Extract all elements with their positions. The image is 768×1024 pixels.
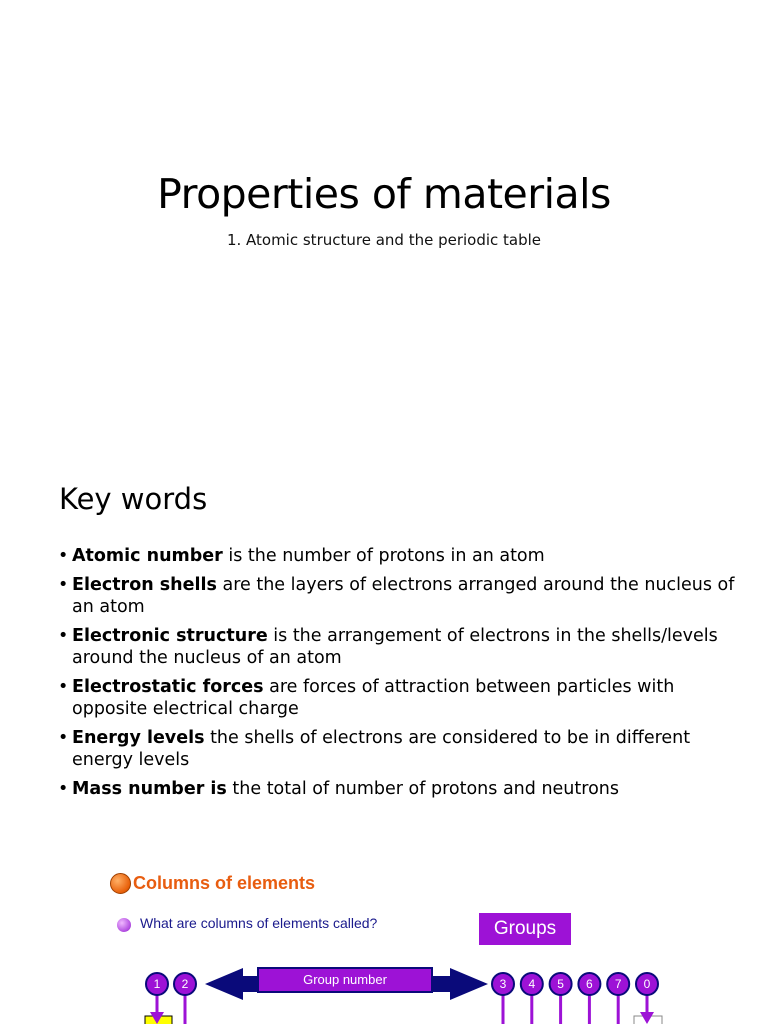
list-item [58, 778, 748, 800]
list-item [58, 676, 748, 720]
group-number-label: Group number [303, 972, 387, 987]
term: Electrostatic forces [72, 677, 264, 697]
group-circle-label: 0 [643, 977, 651, 991]
group-circle-label: 4 [528, 977, 536, 991]
group-circle-label: 1 [153, 977, 161, 991]
left-arrow-shaft [241, 976, 258, 992]
term: Energy levels [72, 728, 205, 748]
key-words-slide [0, 440, 768, 840]
right-group-circles [492, 973, 658, 995]
bullet-icon: • [58, 546, 69, 566]
slide-title: Properties of materials [157, 170, 611, 218]
bullet-icon: • [58, 779, 69, 799]
list-item [58, 625, 748, 669]
group-circle-label: 5 [557, 977, 564, 991]
title-slide [0, 0, 768, 440]
definition: is the arrangement of electrons in the shells/levels around the nucleus of an atom [72, 626, 718, 668]
slide-heading: Columns of elements [133, 872, 316, 893]
slide-subtitle: 1. Atomic structure and the periodic table [226, 231, 542, 249]
left-arrow-icon [205, 968, 243, 1000]
group-circle-label: 7 [614, 977, 622, 991]
list-item [58, 574, 748, 618]
group-circle-label: 6 [586, 977, 593, 991]
left-group-circles [146, 973, 196, 995]
group-circle-label: 2 [181, 977, 189, 991]
columns-of-elements-slide [0, 840, 768, 1024]
definition: the total of number of protons and neutrons [226, 779, 619, 799]
term: Electron shells [72, 575, 217, 595]
answer-box: Groups [479, 913, 571, 945]
list-item [58, 545, 748, 567]
right-arrow-icon [450, 968, 488, 1000]
right-arrow-shaft [432, 976, 452, 992]
group-circle-label: 3 [499, 977, 507, 991]
bullet-icon: • [58, 626, 69, 646]
definition: are forces of attraction between particles with opposite electrical charge [72, 677, 675, 719]
term: Atomic number [72, 546, 223, 566]
group-number-diagram [0, 840, 768, 1024]
bullet-icon: • [58, 575, 69, 595]
question-text: What are columns of elements called? [140, 915, 378, 931]
definition: are the layers of electrons arranged around the nucleus of an atom [72, 575, 735, 617]
definition: is the number of protons in an atom [222, 546, 545, 566]
term: Mass number is [72, 779, 227, 799]
list-item [58, 727, 748, 771]
bullet-icon: • [58, 728, 69, 748]
term: Electronic structure [72, 626, 268, 646]
key-words-title: Key words [59, 482, 208, 516]
key-words-list [58, 545, 748, 807]
definition: the shells of electrons are considered to be in different energy levels [72, 728, 691, 770]
bullet-icon: • [58, 677, 69, 697]
